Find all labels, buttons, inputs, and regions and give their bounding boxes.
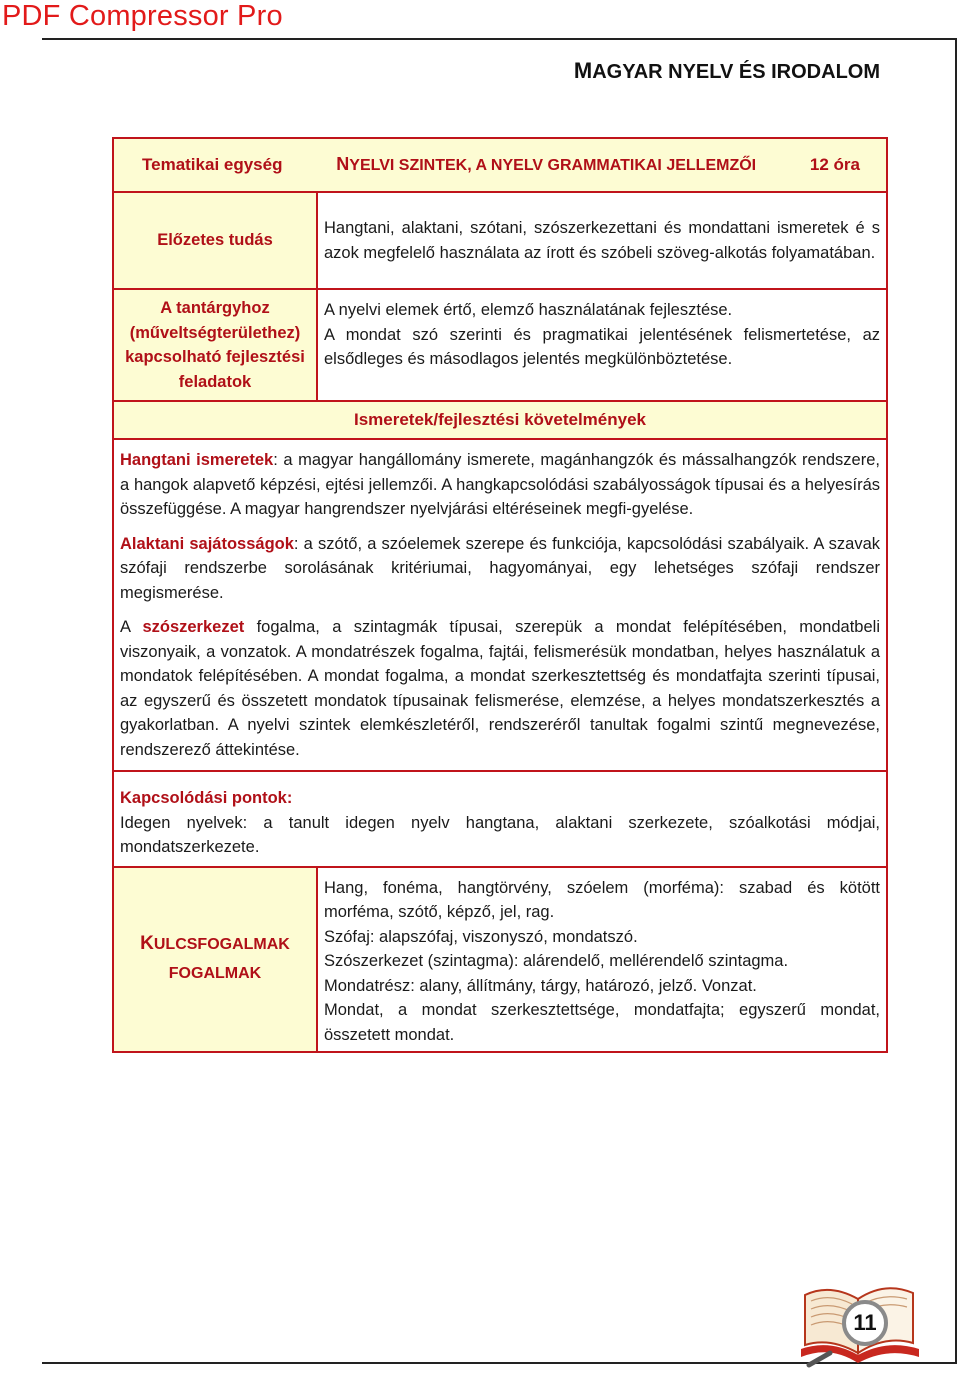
phonology-paragraph (120, 448, 880, 522)
key-concepts-initial: K (140, 933, 154, 955)
prior-knowledge-label: Előzetes tudás (113, 192, 317, 289)
watermark: PDF Compressor Pro (2, 0, 283, 32)
topic-name-initial: N (336, 153, 350, 174)
connections-title: Kapcsolódási pontok: (120, 789, 293, 807)
connections-text: Idegen nyelvek: a tanult idegen nyelv hangtana, alaktani szerkezete, szóalkotási módjai, mondatszerkezete. (120, 813, 880, 856)
dev-tasks-label-line: A tantárgyhoz (160, 299, 270, 317)
connections-cell (113, 771, 887, 867)
dev-tasks-text (317, 289, 887, 401)
dev-task-item: A nyelvi elemek értő, elemző használatának fejlesztése. (324, 301, 733, 319)
key-concepts-list (317, 867, 887, 1053)
requirements-header: Ismeretek/fejlesztési követelmények (113, 401, 887, 439)
key-concept-item: Hang, fonéma, hangtörvény, szóelem (morféma): szabad és kötött morféma, szótő, képző, jel, rag. (324, 878, 880, 921)
key-concept-item: Mondatrész: alany, állítmány, tárgy, határozó, jelző. Vonzat. (324, 976, 757, 995)
topic-name-rest: YELVI SZINTEK, A NYELV GRAMMATIKAI JELLEMZŐI (349, 156, 757, 174)
topic-label: Tematikai egység (142, 154, 283, 174)
subject-title-initial: M (573, 58, 593, 83)
key-concepts-label-line2: FOGALMAK (168, 964, 262, 982)
dev-tasks-label-line: (műveltségterülethez) (129, 323, 301, 342)
topic-hours: 12 óra (809, 154, 860, 174)
morphology-paragraph (120, 532, 880, 606)
syntax-paragraph (120, 615, 880, 762)
page-number: 11 (853, 1310, 877, 1335)
key-concept-item: Szófaj: alapszófaj, viszonyszó, mondatszó. (324, 927, 638, 946)
topic-cell (113, 138, 887, 192)
key-concepts-row (113, 867, 887, 1053)
syntax-text: fogalma, a szintagmák típusai, szerepük a mondat felépítésében, mondatbeli viszonyaik, a vonzatok. A mondatrészek fogalma, fajtái, felismerésük mondatban, helyes használatuk a mondatok felépítésében. A mondat fogalma, a mondat szerkesztettség és mondatfajta szerinti típusai, az egyszerű és összetett mondatok típusainak felismerése, elemzése, a helyes mondatszerkesztés a gyakorlatban. A nyelvi szintek elemkészletéről, rendszeréről tanultak fogalmi szintű megnevezése, rendszerező áttekintése. (120, 618, 880, 759)
subject-title-rest: AGYAR NYELV ÉS IRODALOM (592, 61, 880, 83)
requirements-header-row (113, 401, 887, 439)
dev-tasks-label (113, 289, 317, 401)
morphology-lead: Alaktani sajátosságok (120, 534, 294, 553)
morphology-text: : a szótő, a szóelemek szerepe és funkciója, kapcsolódási szabályaik. A szavak szófaji rendszerbe sorolásának kritériumai, hagyományai, egy lehetséges szófaji rendszer megismerése. (120, 534, 881, 602)
phonology-lead: Hangtani ismeretek (120, 451, 274, 469)
requirements-row (113, 439, 887, 771)
topic-row (113, 138, 887, 192)
phonology-text: : a magyar hangállomány ismerete, magánhangzók és mássalhangzók rendszere, a hangok alapvető képzési, ejtési jellemzői. A hangkapcsolódási szabályosságok típusai és a helyesírás összefüggése. A magyar hangrendszer nyelvjárási eltéréseinek megfi-gyelése. (120, 451, 880, 518)
key-concept-item: Szószerkezet (szintagma): alárendelő, mellérendelő szintagma. (324, 952, 789, 970)
key-concepts-label-line1 (120, 932, 310, 958)
dev-tasks-row (113, 289, 887, 401)
key-concepts-label-rest: ULCSFOGALMAK (153, 936, 290, 954)
topic-name (336, 152, 756, 179)
subject-title (574, 58, 880, 84)
dev-task-item: A mondat szó szerinti és pragmatikai jelentésének felismertetése, az elsődleges és másodlagos jelentés megkülönböztetése. (324, 325, 880, 368)
requirements-body (113, 439, 887, 771)
key-concept-item: Mondat, a mondat szerkesztettsége, mondatfajta; egyszerű mondat, összetett mondat. (324, 1001, 880, 1044)
prior-knowledge-row (113, 192, 887, 289)
dev-tasks-label-line: kapcsolható fejlesztési (125, 348, 305, 366)
key-concepts-label (113, 867, 317, 1053)
prior-knowledge-text: Hangtani, alaktani, szótani, szószerkezettani és mondattani ismeretek é s azok megfelelő használata az írott és szóbeli szöveg-alkotás folyamatában. (317, 192, 887, 289)
connections-row (113, 771, 887, 867)
curriculum-table (112, 137, 888, 1053)
syntax-pre: A (120, 618, 143, 636)
syntax-lead: szószerkezet (142, 618, 245, 636)
dev-tasks-label-line: feladatok (178, 372, 252, 391)
